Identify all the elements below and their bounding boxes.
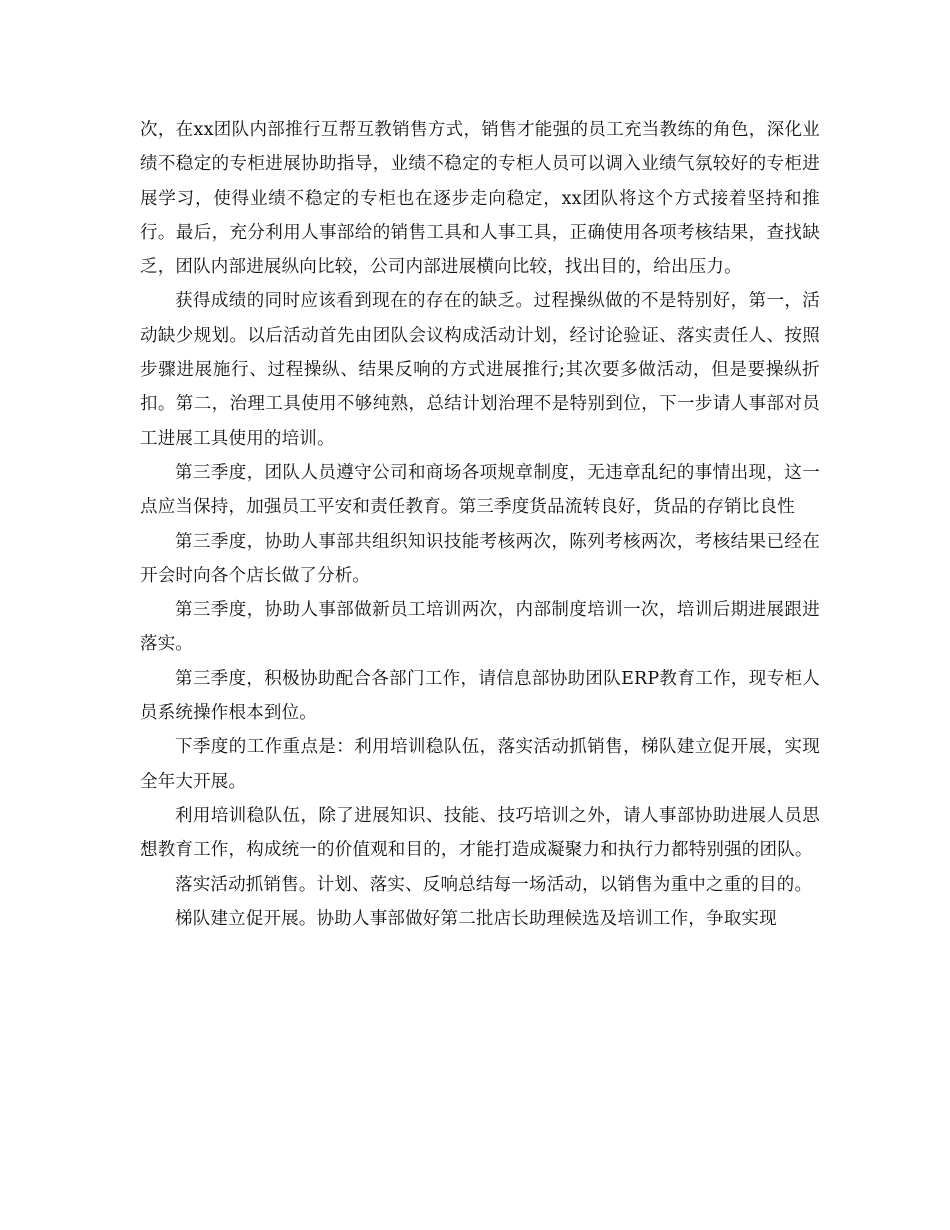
paragraph-continued: 次，在xx团队内部推行互帮互教销售方式，销售才能强的员工充当教练的角色，深化业绩不稳定的专柜进展协助指导，业绩不稳定的专柜人员可以调入业绩气氛较好的专柜进展学习，使得业绩不稳定的专柜也在逐步走向稳定，xx团队将这个方式接着坚持和推行。最后，充分利用人事部给的销售工具和人事工具，正确使用各项考核结果，查找缺乏，团队内部进展纵向比较，公司内部进展横向比较，找出目的，给出压力。 — [140, 120, 820, 278]
paragraph-rules-compliance: 第三季度，团队人员遵守公司和商场各项规章制度，无违章乱纪的事情出现，这一点应当保持，加强员工平安和责任教育。第三季度货品流转良好，货品的存销比良性 — [140, 462, 820, 518]
paragraph-training: 第三季度，协助人事部做新员工培训两次，内部制度培训一次，培训后期进展跟进落实。 — [140, 600, 820, 655]
paragraph-assessments: 第三季度，协助人事部共组织知识技能考核两次，陈列考核两次，考核结果已经在开会时向各个店长做了分析。 — [140, 531, 820, 586]
paragraph-next-quarter-focus: 下季度的工作重点是：利用培训稳队伍，落实活动抓销售，梯队建立促开展，实现全年大开展。 — [140, 737, 820, 792]
paragraph-cooperation: 第三季度，积极协助配合各部门工作，请信息部协助团队ERP教育工作，现专柜人员系统操作根本到位。 — [140, 668, 820, 724]
paragraph-activity-sales: 落实活动抓销售。计划、落实、反响总结每一场活动，以销售为重中之重的目的。 — [175, 874, 813, 895]
document-body — [140, 113, 820, 936]
paragraph-shortcomings: 获得成绩的同时应该看到现在的存在的缺乏。过程操纵做的不是特别好，第一，活动缺少规划。以后活动首先由团队会议构成活动计划，经讨论验证、落实责任人、按照步骤进展施行、过程操纵、结果反响的方式进展推行;其次要多做活动，但是要操纵折扣。第二，治理工具使用不够纯熟，总结计划治理不是特别到位，下一步请人事部对员工进展工具使用的培训。 — [140, 291, 820, 449]
paragraph-training-stability: 利用培训稳队伍，除了进展知识、技能、技巧培训之外，请人事部协助进展人员思想教育工作，构成统一的价值观和目的，才能打造成凝聚力和执行力都特别强的团队。 — [140, 805, 820, 861]
paragraph-echelon-development: 梯队建立促开展。协助人事部做好第二批店长助理候选及培训工作，争取实现 — [175, 908, 777, 929]
